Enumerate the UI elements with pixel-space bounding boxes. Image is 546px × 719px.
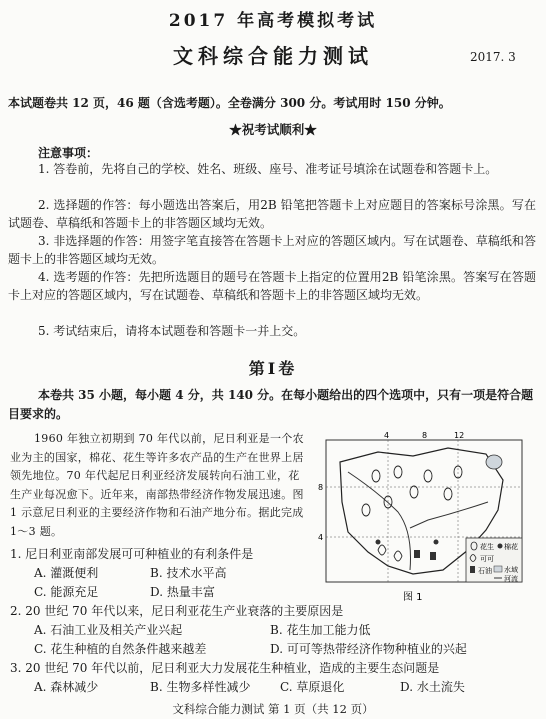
exam-date: 2017. 3 <box>470 50 516 64</box>
question-1-option-d: D. 热量丰富 <box>150 585 215 599</box>
question-1-stem: 1. 尼日利亚南部发展可可种植业的有利条件是 <box>10 547 254 561</box>
exam-year-title: 2017 年高考模拟考试 <box>168 11 378 31</box>
question-1-option-a: A. 灌溉便利 <box>34 566 99 580</box>
grid-label: 4 <box>318 533 324 542</box>
question-1-option-c: C. 能源充足 <box>34 585 99 599</box>
grid-label: 8 <box>318 483 324 492</box>
question-2-option-b: B. 花生加工能力低 <box>270 623 371 637</box>
legend-item-river: 河流 <box>504 575 518 583</box>
legend-item-cocoa: 可可 <box>480 555 494 563</box>
legend-item-cotton: 棉花 <box>504 543 518 551</box>
page-footer: 文科综合能力测试 第 1 页（共 12 页） <box>172 702 374 716</box>
question-2-option-a: A. 石油工业及相关产业兴起 <box>34 623 183 637</box>
good-luck-line: ★祝考试顺利★ <box>229 122 317 137</box>
note-item-2: 2. 选择题的作答：每小题选出答案后，用2B 铅笔把答题卡上对应题目的答案标号涂黑。写在试题卷、草稿纸和答题卡上的非答题区域均无效。 <box>8 198 536 230</box>
grid-label: 4 <box>384 432 390 440</box>
note-item-4: 4. 选考题的作答：先把所选题目的题号在答题卡上指定的位置用2B 铅笔涂黑。答案写在答题卡上对应的答题区域内，写在试题卷、草稿纸和答题卡上的非答题区域均无效。 <box>8 270 536 302</box>
figure-caption: 图 1 <box>403 592 423 603</box>
grid-label: 8 <box>422 432 428 440</box>
lake-chad <box>486 455 502 469</box>
question-3-option-d: D. 水土流失 <box>400 680 465 694</box>
exam-subject-title: 文科综合能力测试 <box>173 44 373 68</box>
question-3-option-a: A. 森林减少 <box>34 680 99 694</box>
question-3-option-c: C. 草原退化 <box>280 680 345 694</box>
section-description: 本卷共 35 小题，每小题 4 分，共 140 分。在每小题给出的四个选项中，只有一项是符合题目要求的。 <box>8 388 534 421</box>
nigeria-crop-map <box>318 432 528 604</box>
legend-item-oil: 石油 <box>478 567 492 575</box>
question-3-stem: 3. 20 世纪 70 年代以前，尼日利亚大力发展花生种植业，造成的主要生态问题是 <box>10 661 440 675</box>
section-title: 第Ⅰ卷 <box>248 359 298 378</box>
niger-river <box>348 472 411 570</box>
legend-item-peanut: 花生 <box>480 543 494 551</box>
question-2-stem: 2. 20 世纪 70 年代以来，尼日利亚花生产业衰落的主要原因是 <box>10 604 344 618</box>
note-item-3: 3. 非选择题的作答：用签字笔直接答在答题卡上对应的答题区域内。写在试题卷、草稿纸和答题卡上的非答题区域均无效。 <box>8 234 536 266</box>
note-item-5: 5. 考试结束后，请将本试题卷和答题卡一并上交。 <box>38 324 306 338</box>
reading-passage: 1960 年独立初期到 70 年代以前，尼日利亚是一个农业为主的国家，棉花、花生等许多农产品的生产在世界上居领先地位。70 年代起尼日利亚经济发展转向石油工业，花生产业每况愈下。近年来，南部热带经济作物发展迅速。图 1 示意尼日利亚的主要经济作物和石油产地分布。据此完成 1～3 题。 <box>10 432 304 538</box>
notes-title: 注意事项： <box>38 146 99 160</box>
question-1-option-b: B. 技术水平高 <box>150 566 227 580</box>
note-item-1: 1. 答卷前，先将自己的学校、姓名、班级、座号、准考证号填涂在试题卷和答题卡上。 <box>38 162 498 176</box>
grid-label: 12 <box>454 432 465 440</box>
question-3-option-b: B. 生物多样性减少 <box>150 680 251 694</box>
exam-intro: 本试题卷共 12 页，46 题（含选考题）。全卷满分 300 分。考试用时 150 分钟。 <box>8 96 451 110</box>
question-2-option-c: C. 花生种植的自然条件越来越差 <box>34 642 207 656</box>
benue-river <box>410 502 488 528</box>
legend-item-water: 水域 <box>504 566 518 574</box>
question-2-option-d: D. 可可等热带经济作物种植业的兴起 <box>270 642 467 656</box>
